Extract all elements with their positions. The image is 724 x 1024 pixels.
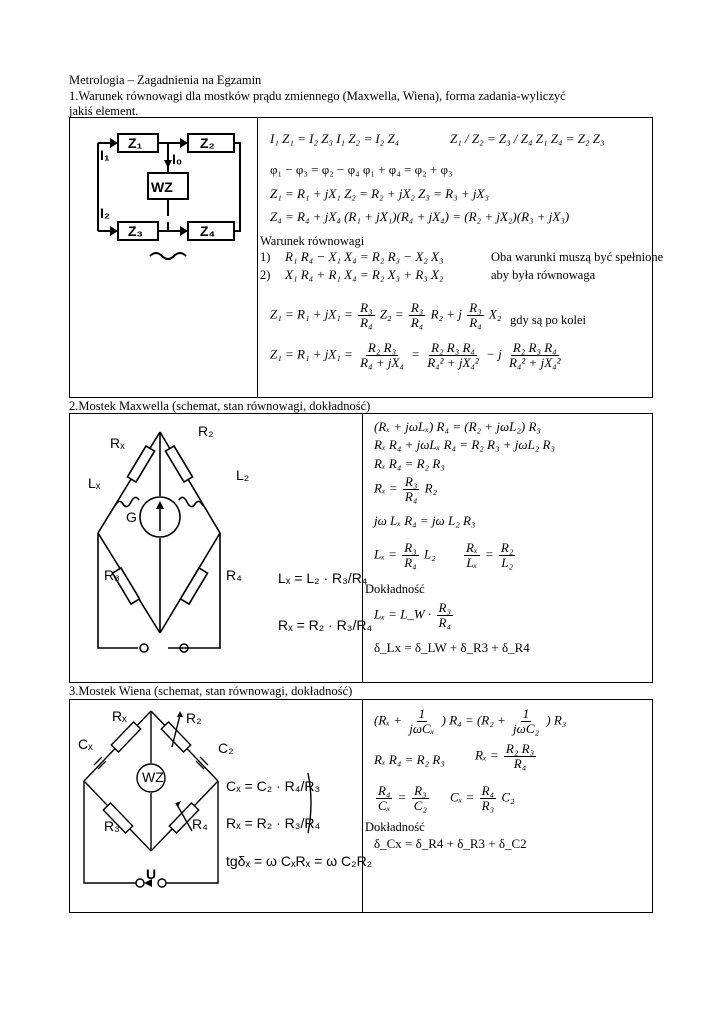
condition-1-eq: R₁ R₄ − X₁ X₄ = R₂ R₃ − X₂ X₃ [285,249,444,264]
i2-label: I₂ [100,205,111,221]
lx-label: Lₓ [88,475,101,491]
tg-formula: tgδₓ = ω CₓRₓ = ω C₂R₂ [226,853,373,869]
question-1: 1.Warunek równowagi dla mostków prądu zmiennego (Maxwella, Wiena), forma zadania-wyliczyć [69,89,566,103]
rx-formula: Rₓ = R₂ · R₃/R₄ [278,617,373,633]
condition-2-note: aby była równowaga [491,268,596,282]
section-2-title: 2.Mostek Maxwella (schemat, stan równowagi, dokładność) [69,399,371,413]
condition-2-number: 2) [260,268,271,282]
i0-label: I₀ [172,151,183,167]
wien-bridge-diagram [76,703,373,909]
z3-label: Z₃ [128,223,144,239]
g-label: G [126,509,137,525]
bridge-general-diagram [88,126,248,266]
wien-eq-3b: Cₓ = $\frac{\text{R₄}}{\text{R₃}}$ C₂ [450,783,515,813]
maxwell-eq-5: jω Lₓ R₄ = jω L₂ R₃ [374,513,476,528]
doc-title: Metrologia – Zagadnienia na Egzamin [69,73,262,87]
c2-label: C₂ [218,740,234,756]
r3-label: R₃ [104,567,120,583]
wz-label-wien: WZ [142,769,164,785]
maxwell-eq-6b: $\frac{\text{Rₓ}}{\text{Lₓ}}$ = $\frac{\text{R₂}}{\text{L₂}}$ [466,540,514,570]
eq-phases: φ₁ − φ₃ = φ₂ − φ₄ φ₁ + φ₄ = φ₂ + φ₃ [270,162,453,177]
wien-accuracy-title: Dokładność [365,820,425,834]
wz-label: WZ [151,179,173,195]
formula-z1-complex: Z₁ = R₁ + jX₁ = $\frac{\text{R₂ R₃}}{\text{R₄ + jX₄}}$ = $\frac{\text{R₂ R₃ R₄}}{\text{R₄² + jX₄²}}$ − j $\frac{\text{R₂ R₃ R₄}}{\text{R₄² + jX₄²}}$ [270,340,561,370]
l2-label: L₂ [236,467,250,483]
z2-label: Z₂ [200,135,215,151]
balance-condition-title: Warunek równowagi [260,234,365,248]
eq-ratio: Z₁ / Z₂ = Z₃ / Z₄ Z₁ Z₄ = Z₂ Z₃ [450,131,605,146]
eq-impedances: Z₁ = R₁ + jX₁ Z₂ = R₂ + jX₂ Z₃ = R₃ + jX₃ [270,186,489,201]
section-2-divider [362,413,363,683]
z1-label: Z₁ [128,135,143,151]
z4-label: Z₄ [200,223,216,239]
r4-label-wien: R₄ [192,816,208,832]
formula-note: gdy są po kolei [510,313,587,327]
maxwell-accuracy-title: Dokładność [365,582,425,596]
maxwell-eq-3: Rₓ R₄ = R₂ R₃ [374,456,445,471]
maxwell-eq-6: Lₓ = $\frac{\text{R₃}}{\text{R₄}}$ L₂ [374,540,436,570]
eq-currents: I₁ Z₁ = I₂ Z₃ I₁ Z₂ = I₂ Z₄ [270,131,400,146]
wien-eq-4: δ_Cx = δ_R4 + δ_R3 + δ_C2 [374,836,527,851]
maxwell-eq-7: Lₓ = L_W · $\frac{\text{R₃}}{\text{R₄}}$ [374,600,451,630]
question-1-cont: jakiś element. [69,104,139,118]
cx-formula: Cₓ = C₂ · R₄/R₃ [226,778,321,794]
wien-eq-1: (Rₓ + $\frac{1}{\text{jωCₓ}}$ ) R₄ = (R₂ + $\frac{1}{\text{jωC₂}}$ ) R₃ [374,706,567,736]
maxwell-eq-8: δ_Lx = δ_LW + δ_R3 + δ_R4 [374,640,530,655]
r3-label-wien: R₃ [104,818,120,834]
maxwell-eq-4: Rₓ = $\frac{\text{R₃}}{\text{R₄}}$ R₂ [374,474,438,504]
maxwell-bridge-diagram [78,418,373,678]
cx-label: Cₓ [78,736,93,752]
section-1-divider [257,117,258,398]
wien-eq-2b: Rₓ = $\frac{\text{R₂ R₃}}{\text{R₄}}$ [475,741,535,771]
eq-z4-product: Z₄ = R₄ + jX₄ (R₁ + jX₁)(R₄ + jX₄) = (R₂ + jX₂)(R₃ + jX₃) [270,209,570,224]
rx-label-wien: Rₓ [112,708,127,724]
condition-2-eq: X₁ R₄ + R₁ X₄ = R₂ X₃ + R₃ X₂ [285,267,444,282]
condition-1-note: Oba warunki muszą być spełnione [491,250,664,264]
r4-label: R₄ [226,567,242,583]
lx-formula: Lₓ = L₂ · R₃/R₄ [278,570,368,586]
maxwell-eq-1: (Rₓ + jωLₓ) R₄ = (R₂ + jωL₂) R₃ [374,419,541,434]
rx-formula-wien: Rₓ = R₂ · R₃/R₄ [226,815,321,831]
r2-label-wien: R₂ [186,710,202,726]
wien-eq-3: $\frac{\text{R₄}}{\text{Cₓ}}$ = $\frac{\text{R₃}}{\text{C₂}}$ [378,783,427,813]
maxwell-eq-2: Rₓ R₄ + jωLₓ R₄ = R₂ R₃ + jωL₂ R₃ [374,437,556,452]
r2-label: R₂ [198,423,214,439]
wien-eq-2: Rₓ R₄ = R₂ R₃ [374,752,445,767]
rx-label: Rₓ [110,435,125,451]
condition-1-number: 1) [260,250,271,264]
u-label: U [146,866,157,882]
i1-label: I₁ [100,147,110,163]
section-3-divider [362,699,363,913]
formula-z1-series: Z₁ = R₁ + jX₁ = $\frac{\text{R₃}}{\text{R₄}}$ Z₂ = $\frac{\text{R₃}}{\text{R₄}}$ R₂ + j $\frac{\text{R₃}}{\text{R₄}}$ X₂ [270,300,502,330]
section-3-title: 3.Mostek Wiena (schemat, stan równowagi, dokładność) [69,684,353,698]
